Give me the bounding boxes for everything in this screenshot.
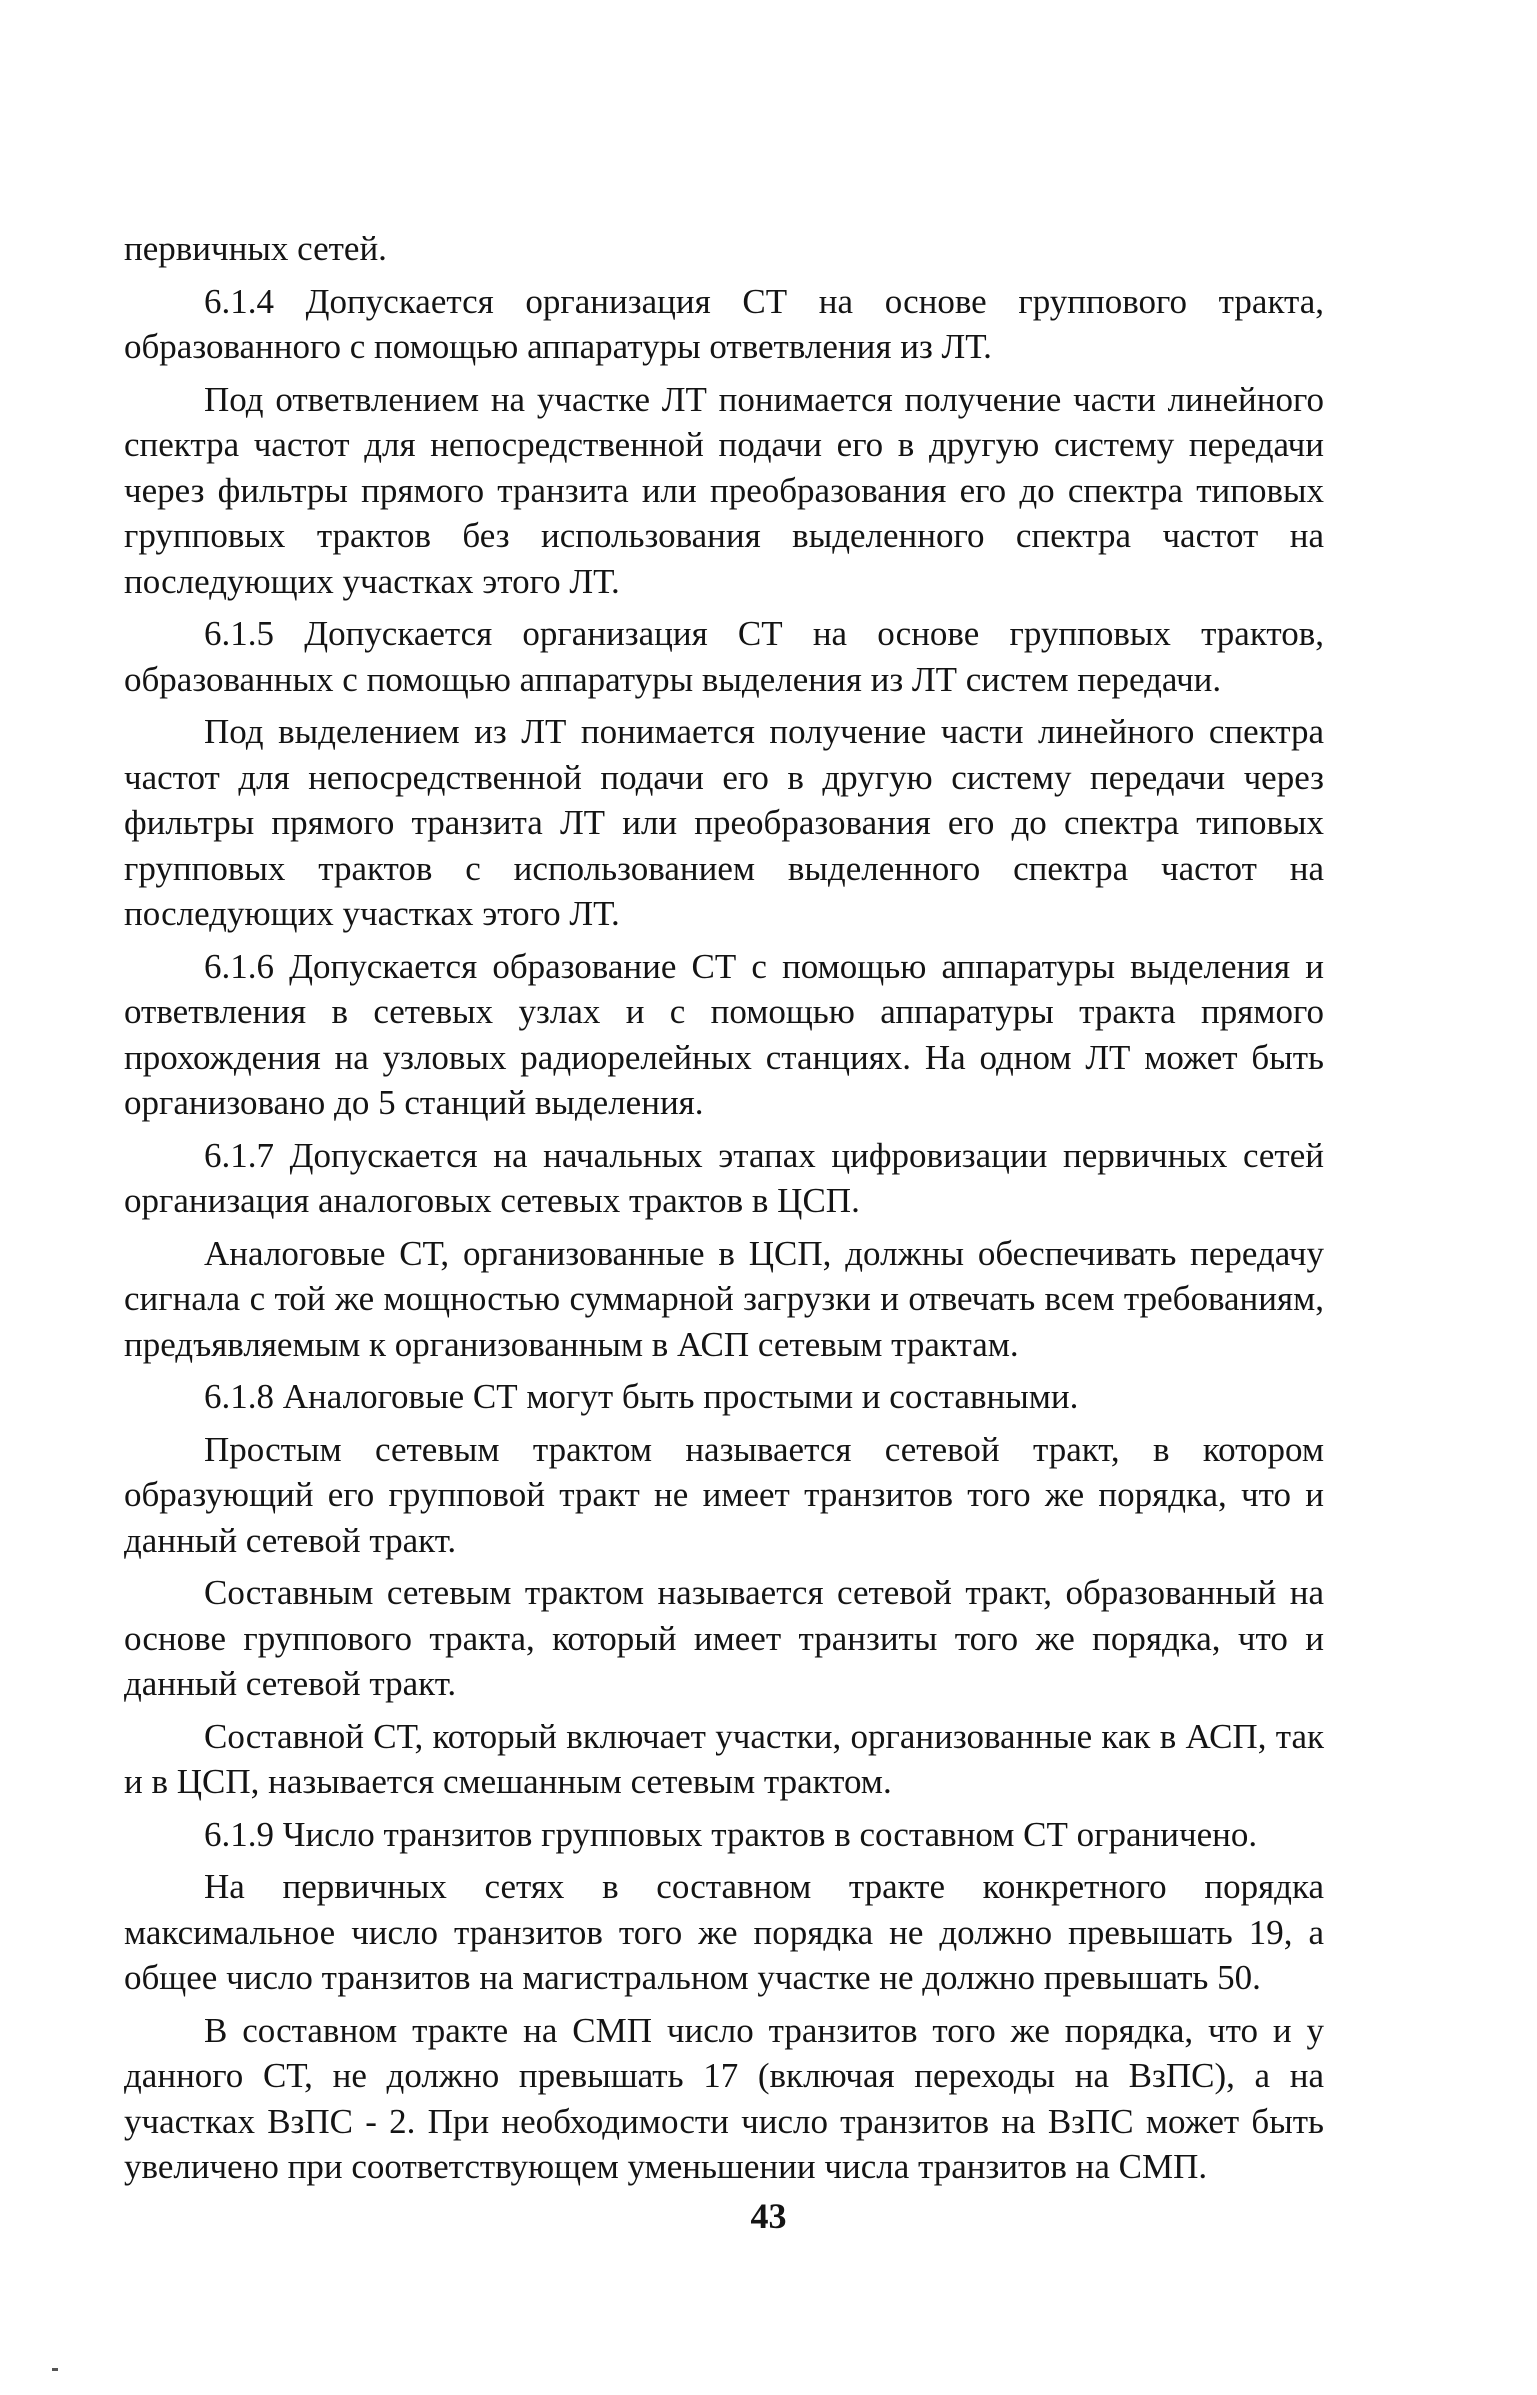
paragraph-6-1-4: 6.1.4 Допускается организация СТ на основе группового тракта, образованного с помощью аппаратуры ответвления из ЛТ. [124,281,1324,366]
paragraph-transit-limit: На первичных сетях в составном тракте конкретного порядка максимальное число транзитов того же порядка не должно превышать 19, а общее число транзитов на магистральном участке не должно превышать 50. [124,1867,1324,1997]
paragraph-branching-definition: Под ответвлением на участке ЛТ понимается получение части линейного спектра частот для непосредственной подачи его в другую систему передачи через фильтры прямого транзита или преобразования его до спектра типовых групповых трактов без использования выделенного спектра частот на последующих участках этого ЛТ. [124,379,1324,601]
paragraph-6-1-5: 6.1.5 Допускается организация СТ на основе групповых трактов, образованных с помощью аппаратуры выделения из ЛТ систем передачи. [124,614,1324,699]
paragraph-composite-path: Составным сетевым трактом называется сетевой тракт, образованный на основе группового тракта, который имеет транзиты того же порядка, что и данный сетевой тракт. [124,1573,1324,1703]
paragraph-smp-transits: В составном тракте на СМП число транзитов того же порядка, что и у данного СТ, не должно превышать 17 (включая переходы на ВзПС), а на участках ВзПС - 2. При необходимости число транзитов на ВзПС может быть увеличено при соответствующем уменьшении числа транзитов на СМП. [124,2010,1324,2186]
paragraph-simple-path: Простым сетевым трактом называется сетевой тракт, в котором образующий его групповой тракт не имеет транзитов того же порядка, что и данный сетевой тракт. [124,1429,1324,1560]
paragraph-6-1-6: 6.1.6 Допускается образование СТ с помощью аппаратуры выделения и ответвления в сетевых узлах и с помощью аппаратуры тракта прямого прохождения на узловых радиорелейных станциях. На одном ЛТ может быть организовано до 5 станций выделения. [124,946,1324,1122]
paragraph-mixed-path: Составной СТ, который включает участки, организованные как в АСП, так и в ЦСП, называется смешанным сетевым трактом. [124,1716,1324,1801]
paragraph-6-1-8: 6.1.8 Аналоговые СТ могут быть простыми и составными. [204,1377,1079,1416]
paragraph-continuation: первичных сетей. [124,229,387,268]
body-text [124,226,1324,2190]
paragraph-6-1-7: 6.1.7 Допускается на начальных этапах цифровизации первичных сетей организация аналоговых сетевых трактов в ЦСП. [124,1135,1324,1220]
paragraph-6-1-9: 6.1.9 Число транзитов групповых трактов в составном СТ ограничено. [204,1814,1258,1854]
page-number: 43 [750,2196,787,2236]
paragraph-analog-paths: Аналоговые СТ, организованные в ЦСП, должны обеспечивать передачу сигнала с той же мощностью суммарной загрузки и отвечать всем требованиям, предъявляемым к организованным в АСП сетевым трактам. [124,1233,1324,1364]
paragraph-extraction-definition: Под выделением из ЛТ понимается получение части линейного спектра частот для непосредственной подачи его в другую систему передачи через фильтры прямого транзита ЛТ или преобразования его до спектра типовых групповых трактов с использованием выделенного спектра частот на последующих участках этого ЛТ. [124,712,1324,933]
scan-edge-mark [52,2368,58,2371]
